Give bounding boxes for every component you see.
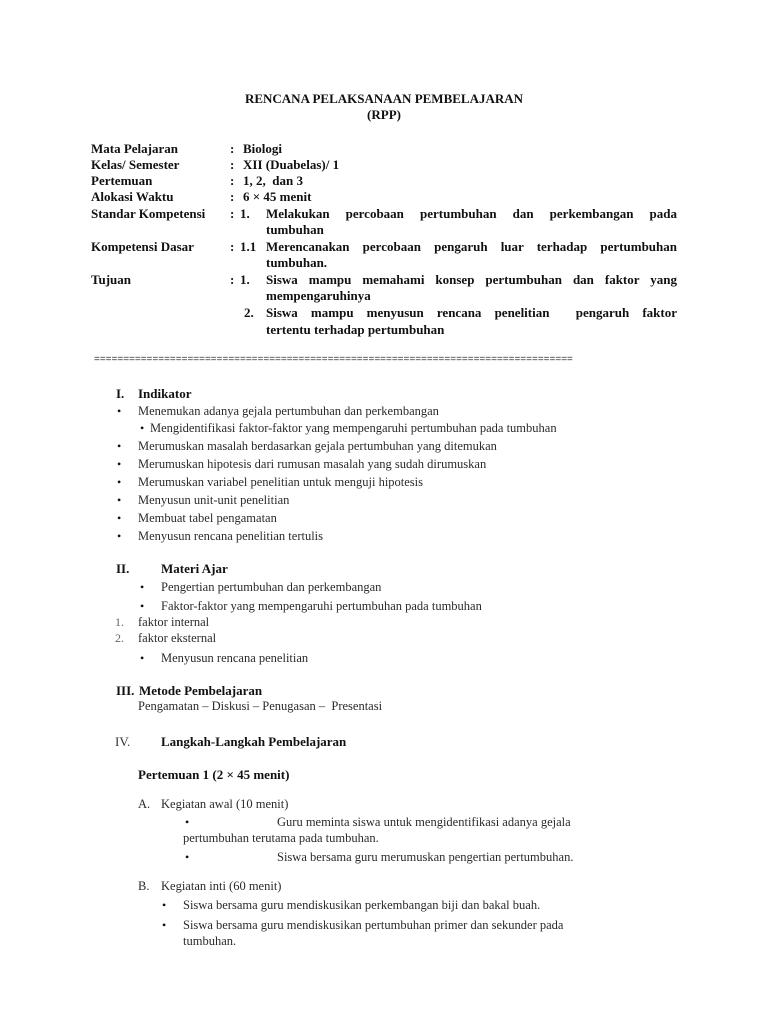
bullet-icon: •	[140, 599, 145, 613]
list-number: 1.	[115, 615, 124, 629]
bullet-icon: •	[140, 580, 145, 594]
section-number: III.	[116, 683, 135, 698]
list-item: Menyusun rencana penelitian tertulis	[138, 529, 324, 543]
bullet-icon: •	[117, 457, 122, 471]
kegiatan-letter: A.	[138, 797, 151, 811]
section-title: Indikator	[138, 386, 192, 401]
bullet-icon: •	[162, 898, 167, 912]
meta-colon: :	[230, 272, 235, 287]
list-item: Merumuskan masalah berdasarkan gejala pertumbuhan yang ditemukan	[138, 439, 497, 453]
list-item: Menyusun unit-unit penelitian	[138, 493, 290, 507]
meta-colon: :	[230, 189, 235, 204]
bullet-icon: •	[117, 493, 122, 507]
meta-label-tujuan: Tujuan	[91, 272, 131, 287]
meta-label-mata-pelajaran: Mata Pelajaran	[91, 141, 179, 156]
section-number: IV.	[115, 734, 131, 749]
meta-colon: :	[230, 173, 235, 188]
bullet-icon: •	[117, 475, 122, 489]
meta-label-standar-kompetensi: Standar Kompetensi	[91, 206, 206, 221]
kompetensi-dasar-text: Merencanakan percobaan pengaruh luar terhadap pertumbuhan	[266, 239, 677, 254]
tujuan-1-text-cont: mempengaruhinya	[266, 288, 371, 303]
list-item: Siswa bersama guru merumuskan pengertian pertumbuhan.	[277, 850, 574, 864]
list-item: Siswa bersama guru mendiskusikan perkembangan biji dan bakal buah.	[183, 898, 541, 912]
bullet-icon: •	[140, 651, 145, 665]
section-title: Materi Ajar	[161, 561, 228, 576]
pertemuan-1-title: Pertemuan 1 (2 × 45 menit)	[138, 767, 290, 782]
kegiatan-inti-title: Kegiatan inti (60 menit)	[161, 879, 282, 893]
bullet-icon: •	[140, 421, 145, 435]
list-item: Merumuskan hipotesis dari rumusan masalah yang sudah dirumuskan	[138, 457, 487, 471]
list-item-cont: pertumbuhan terutama pada tumbuhan.	[183, 831, 379, 845]
meta-colon: :	[230, 141, 235, 156]
kompetensi-dasar-text-cont: tumbuhan.	[266, 255, 328, 270]
section-number: II.	[116, 561, 130, 576]
list-item: Menemukan adanya gejala pertumbuhan dan perkembangan	[138, 404, 439, 418]
meta-label-kompetensi-dasar: Kompetensi Dasar	[91, 239, 194, 254]
list-item: faktor internal	[138, 615, 210, 629]
list-item: Merumuskan variabel penelitian untuk menguji hipotesis	[138, 475, 424, 489]
metode-text: Pengamatan – Diskusi – Penugasan – Presentasi	[138, 699, 383, 713]
tujuan-2-text-cont: tertentu terhadap pertumbuhan	[266, 322, 445, 337]
meta-value-alokasi-waktu: 6 × 45 menit	[243, 189, 312, 204]
bullet-icon: •	[162, 918, 167, 932]
list-item-cont: tumbuhan.	[183, 934, 237, 948]
meta-value-kelas-semester: XII (Duabelas)/ 1	[243, 157, 340, 172]
standar-kompetensi-number: 1.	[240, 206, 250, 221]
meta-label-kelas-semester: Kelas/ Semester	[91, 157, 180, 172]
kompetensi-dasar-number: 1.1	[240, 239, 257, 254]
bullet-icon: •	[117, 529, 122, 543]
meta-value-pertemuan: 1, 2, dan 3	[243, 173, 303, 188]
bullet-icon: •	[185, 850, 190, 864]
section-number: I.	[116, 386, 125, 401]
tujuan-2-text: Siswa mampu menyusun rencana penelitian pengaruh faktor	[266, 305, 677, 320]
document-title: RENCANA PELAKSANAAN PEMBELAJARAN	[244, 91, 524, 106]
standar-kompetensi-text: Melakukan percobaan pertumbuhan dan perkembangan pada	[266, 206, 677, 221]
tujuan-2-number: 2.	[244, 305, 254, 320]
document-subtitle: (RPP)	[367, 107, 401, 122]
tujuan-1-number: 1.	[240, 272, 250, 287]
list-item: Siswa bersama guru mendiskusikan pertumbuhan primer dan sekunder pada	[183, 918, 564, 932]
bullet-icon: •	[185, 815, 190, 829]
standar-kompetensi-text-cont: tumbuhan	[266, 222, 324, 237]
kegiatan-letter: B.	[138, 879, 150, 893]
list-item: Mengidentifikasi faktor-faktor yang mempengaruhi pertumbuhan pada tumbuhan	[150, 421, 557, 435]
meta-value-mata-pelajaran: Biologi	[243, 141, 283, 156]
kegiatan-awal-title: Kegiatan awal (10 menit)	[161, 797, 289, 811]
list-item: Pengertian pertumbuhan dan perkembangan	[161, 580, 382, 594]
meta-label-pertemuan: Pertemuan	[91, 173, 153, 188]
separator-line: ==================================================================================	[94, 354, 573, 365]
tujuan-1-text: Siswa mampu memahami konsep pertumbuhan dan faktor yang	[266, 272, 677, 287]
bullet-icon: •	[117, 404, 122, 418]
meta-colon: :	[230, 206, 235, 221]
section-title: Langkah-Langkah Pembelajaran	[161, 734, 347, 749]
meta-colon: :	[230, 239, 235, 254]
list-item: Guru meminta siswa untuk mengidentifikasi adanya gejala	[277, 815, 571, 829]
bullet-icon: •	[117, 511, 122, 525]
meta-colon: :	[230, 157, 235, 172]
list-item: Faktor-faktor yang mempengaruhi pertumbuhan pada tumbuhan	[161, 599, 482, 613]
list-number: 2.	[115, 631, 124, 645]
meta-label-alokasi-waktu: Alokasi Waktu	[91, 189, 174, 204]
list-item: Menyusun rencana penelitian	[161, 651, 309, 665]
bullet-icon: •	[117, 439, 122, 453]
list-item: Membuat tabel pengamatan	[138, 511, 277, 525]
section-title: Metode Pembelajaran	[139, 683, 263, 698]
list-item: faktor eksternal	[138, 631, 217, 645]
